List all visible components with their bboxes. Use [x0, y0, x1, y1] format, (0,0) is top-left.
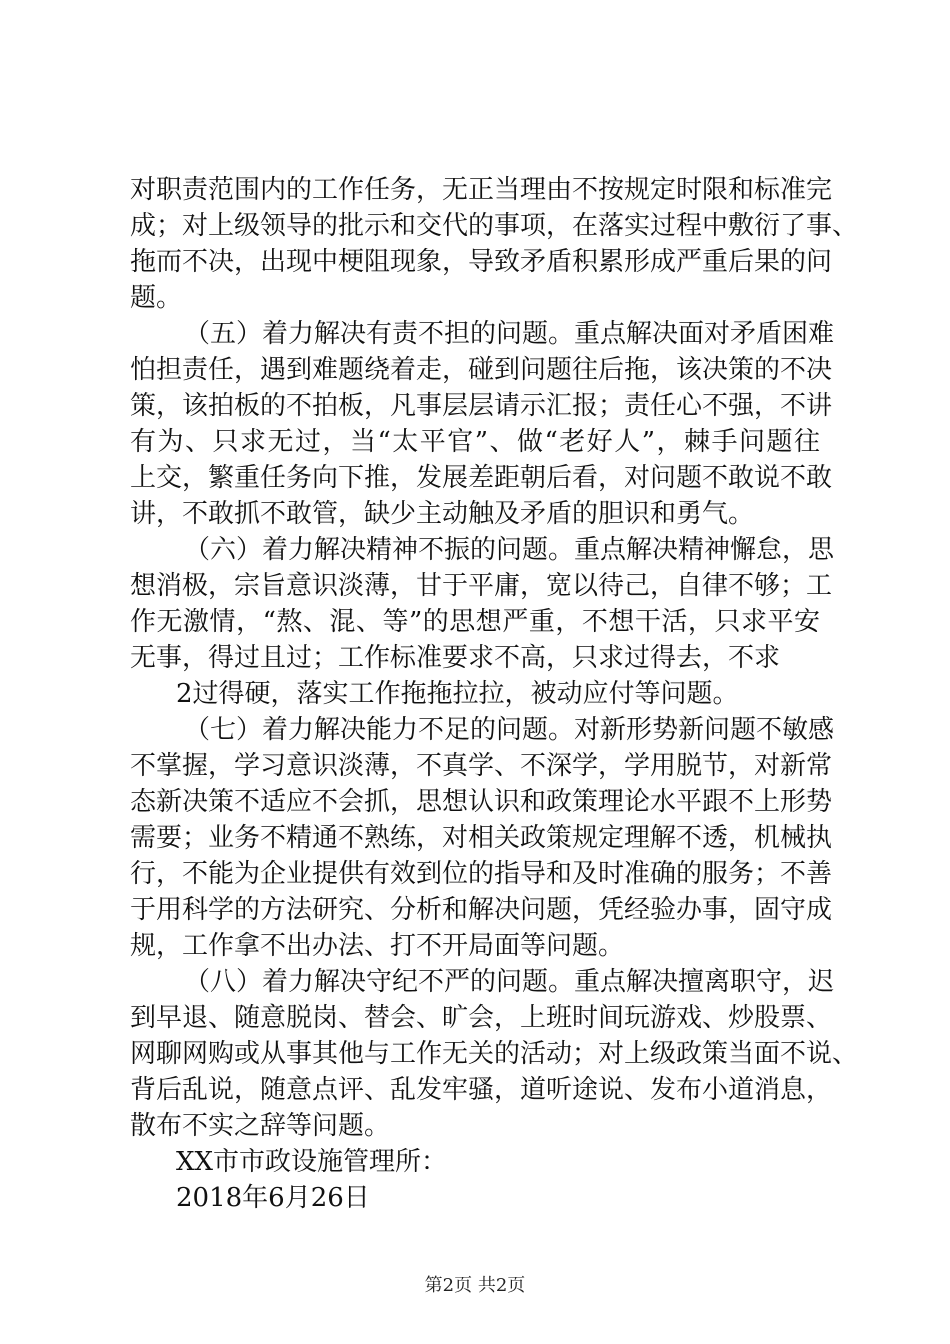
- text-line: 题。: [130, 283, 183, 313]
- text-line: 态新决策不适应不会抓，思想认识和政策理论水平跟不上形势: [130, 787, 833, 817]
- text-line: 2过得硬，落实工作拖拖拉拉，被动应付等问题。: [176, 679, 739, 709]
- text-line: 背后乱说，随意点评、乱发牢骚，道听途说、发布小道消息，: [130, 1075, 833, 1105]
- text-line: 讲，不敢抓不敢管，缺少主动触及矛盾的胆识和勇气。: [130, 499, 755, 529]
- paragraph-seven-start: （七）着力解决能力不足的问题。对新形势新问题不敏感: [184, 715, 835, 745]
- document-date: 2018年6月26日: [176, 1183, 370, 1213]
- text-line: 不掌握，学习意识淡薄，不真学、不深学，学用脱节，对新常: [130, 751, 833, 781]
- page-footer: 第2页 共2页: [424, 1275, 526, 1296]
- text-line: 上交，繁重任务向下推，发展差距朝后看，对问题不敢说不敢: [130, 463, 833, 493]
- text-line: 无事，得过且过；工作标准要求不高，只求过得去，不求: [130, 643, 781, 673]
- text-line: 策，该拍板的不拍板，凡事层层请示汇报；责任心不强，不讲: [130, 391, 833, 421]
- paragraph-five-start: （五）着力解决有责不担的问题。重点解决面对矛盾困难: [184, 319, 835, 349]
- text-line: 网聊网购或从事其他与工作无关的活动；对上级政策当面不说、: [130, 1039, 859, 1069]
- text-line: 作无激情，“熬、混、等”的思想严重，不想干活，只求平安: [130, 607, 820, 637]
- text-line: 有为、只求无过，当“太平官”、做“老好人”，棘手问题往: [130, 427, 820, 457]
- text-line: 拖而不决，出现中梗阻现象，导致矛盾积累形成严重后果的问: [130, 247, 833, 277]
- text-line: 想消极，宗旨意识淡薄，甘于平庸，宽以待己，自律不够；工: [130, 571, 833, 601]
- text-line: 到早退、随意脱岗、替会、旷会，上班时间玩游戏、炒股票、: [130, 1003, 833, 1033]
- paragraph-six-start: （六）着力解决精神不振的问题。重点解决精神懈怠，思: [184, 535, 835, 565]
- organization-name: XX市市政设施管理所：: [176, 1147, 448, 1177]
- text-line: 需要；业务不精通不熟练，对相关政策规定理解不透，机械执: [130, 823, 833, 853]
- text-line: 散布不实之辞等问题。: [130, 1111, 391, 1141]
- document-body: [130, 172, 859, 1216]
- text-line: 对职责范围内的工作任务，无正当理由不按规定时限和标准完: [130, 175, 833, 205]
- text-line: 怕担责任，遇到难题绕着走，碰到问题往后拖，该决策的不决: [130, 355, 833, 385]
- paragraph-eight-start: （八）着力解决守纪不严的问题。重点解决擅离职守，迟: [184, 967, 835, 997]
- text-line: 于用科学的方法研究、分析和解决问题，凭经验办事，固守成: [130, 895, 833, 925]
- text-line: 规，工作拿不出办法、打不开局面等问题。: [130, 931, 625, 961]
- text-line: 行，不能为企业提供有效到位的指导和及时准确的服务；不善: [130, 859, 833, 889]
- text-line: 成；对上级领导的批示和交代的事项，在落实过程中敷衍了事、: [130, 211, 859, 241]
